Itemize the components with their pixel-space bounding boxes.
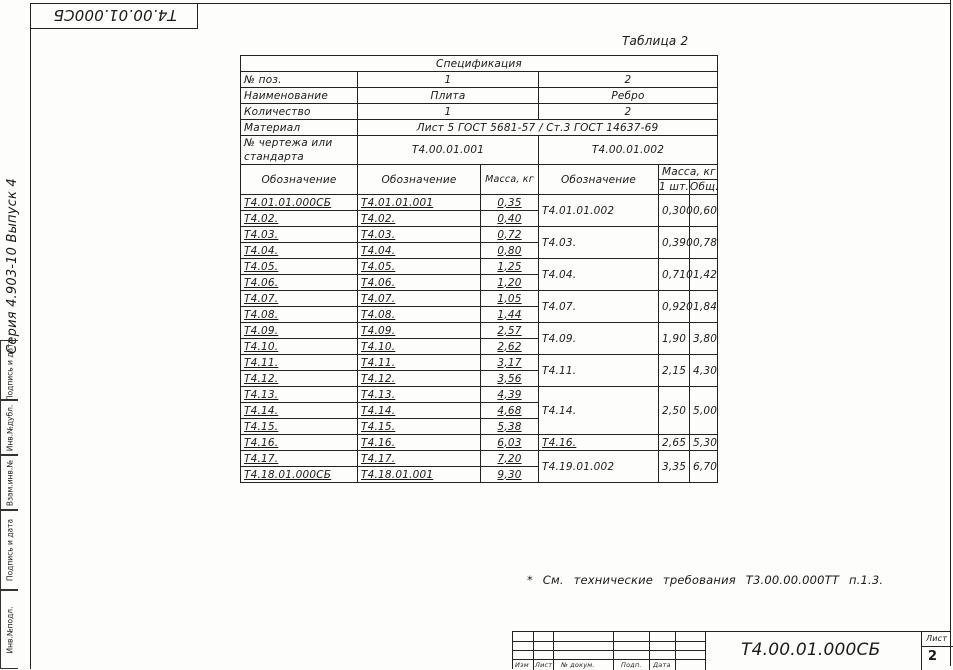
row-label: Материал (241, 120, 358, 136)
series-label: Серия 4.903-10 Выпуск 4 (5, 178, 20, 354)
margin-strip: Подпись и дата (0, 510, 18, 590)
header-designation: Обозначение (241, 165, 358, 195)
title-block (512, 631, 951, 669)
table-row: Т4.06. Т4.06. 1,20 (241, 275, 718, 291)
row-label: № чертежа или стандарта (241, 136, 358, 165)
revision-grid (513, 632, 705, 670)
table-row: Т4.07. Т4.07. 1,05 Т4.07. 0,920 1,84 (241, 291, 718, 307)
sheet-box (921, 632, 953, 670)
top-code-box (30, 3, 198, 29)
header-mass-group: Масса, кг (659, 165, 718, 180)
header-mass-unit: 1 шт. (659, 181, 690, 193)
table-row: Т4.08. Т4.08. 1,44 (241, 307, 718, 323)
table-row: Т4.12. Т4.12. 3,56 (241, 371, 718, 387)
table-row: Т4.01.01.000СБ Т4.01.01.001 0,35 Т4.01.01.002 0,300 0,60 (241, 195, 718, 211)
technical-note: * См. технические требования Т3.00.00.000ТТ п.1.3. (527, 573, 884, 587)
tb-label: Изм (515, 661, 529, 669)
table-row: Т4.13. Т4.13. 4,39 Т4.14. 2,50 5,00 (241, 387, 718, 403)
sheet-label: Лист (926, 634, 948, 643)
tb-label: Подп. (621, 661, 642, 669)
row-label: № поз. (241, 72, 358, 88)
sheet-number: 2 (928, 649, 938, 664)
table-row: Т4.18.01.000СБ Т4.18.01.001 9,30 (241, 467, 718, 483)
tb-label: № докум. (561, 661, 595, 669)
table-row: Т4.11. Т4.11. 3,17 Т4.11. 2,15 4,30 (241, 355, 718, 371)
drawing-code: Т4.00.01.000СБ (741, 640, 881, 660)
header-designation-1: Обозначение (358, 165, 481, 195)
tb-label: Лист (535, 661, 553, 669)
table-row: Т4.10. Т4.10. 2,62 (241, 339, 718, 355)
row-label: Наименование (241, 88, 358, 104)
specification-table: Спецификация № поз. 1 2 Наименование Плита Ребро Количество 1 2 Материал Лист 5 ГОСТ 5681-57 / Ст.3 ГОСТ 14637-69 № чертежа или стандарта Т4.00.01.001 Т4.00.01.002 Обозначение Обозначение Масса, кг Обозначение Масса, кг 1 шт. Общ. Т4.01.01.000СБ Т4.01.01.001 0,35 Т4.01.01.002 0,300 0,60 Т4.02. Т4.02. 0,40 Т4.03. Т4.03. 0,72 Т4.03. 0,390 0,78 Т4.04. Т4.04. 0,80 Т4.05. Т4.05. 1,25 Т4.04. 0,710 1,42 Т4.06. Т4.06. 1,20 Т4.07. Т4.07. 1,05 Т4.07. 0,920 1,84 Т4.08. Т4.08. 1,44 Т4.09. Т4.09. 2,57 Т4.09. 1,90 3,80 Т4.10. Т4.10. 2,62 Т4.11. Т4.11. 3,17 Т4.11. 2,15 4,30 Т4.12. Т4.12. 3,56 Т4.13. Т4.13. 4,39 Т4.14. 2,50 5,00 Т4.14. Т4.14. 4,68 Т4.15. Т4.15. 5,38 Т4.16. Т4.16. 6,03 Т4.16. 2,65 5,30 Т4.17. Т4.17. 7,20 Т4.19.01.002 3,35 6,70 Т4.18.01.000СБ Т4.18.01.001 9,30 (240, 55, 718, 483)
margin-strip: Подпись и дата (0, 340, 18, 400)
top-code: Т4.00.01.000СБ (53, 6, 177, 24)
header-mass-total: Общ. (690, 181, 719, 193)
spec-title: Спецификация (241, 56, 718, 72)
table-row: Т4.17. Т4.17. 7,20 Т4.19.01.002 3,35 6,70 (241, 451, 718, 467)
margin-strip: Взам.инв.№ (0, 455, 18, 510)
tb-label: Дата (653, 661, 671, 669)
table-row: Т4.02. Т4.02. 0,40 (241, 211, 718, 227)
table-row: Т4.16. Т4.16. 6,03 Т4.16. 2,65 5,30 (241, 435, 718, 451)
table-row: Т4.15. Т4.15. 5,38 (241, 419, 718, 435)
table-row: Т4.04. Т4.04. 0,80 (241, 243, 718, 259)
margin-strip: Инв.№подл. (0, 590, 18, 669)
table-row: Т4.03. Т4.03. 0,72 Т4.03. 0,390 0,78 (241, 227, 718, 243)
left-margin (0, 0, 30, 669)
header-mass: Масса, кг (481, 165, 539, 195)
header-designation-2: Обозначение (539, 165, 659, 195)
material-value: Лист 5 ГОСТ 5681-57 / Ст.3 ГОСТ 14637-69 (358, 120, 718, 136)
table-number: Таблица 2 (622, 34, 689, 48)
row-label: Количество (241, 104, 358, 120)
margin-strip: Инв.№дубл. (0, 400, 18, 455)
table-row: Т4.14. Т4.14. 4,68 (241, 403, 718, 419)
table-row: Т4.09. Т4.09. 2,57 Т4.09. 1,90 3,80 (241, 323, 718, 339)
table-row: Т4.05. Т4.05. 1,25 Т4.04. 0,710 1,42 (241, 259, 718, 275)
